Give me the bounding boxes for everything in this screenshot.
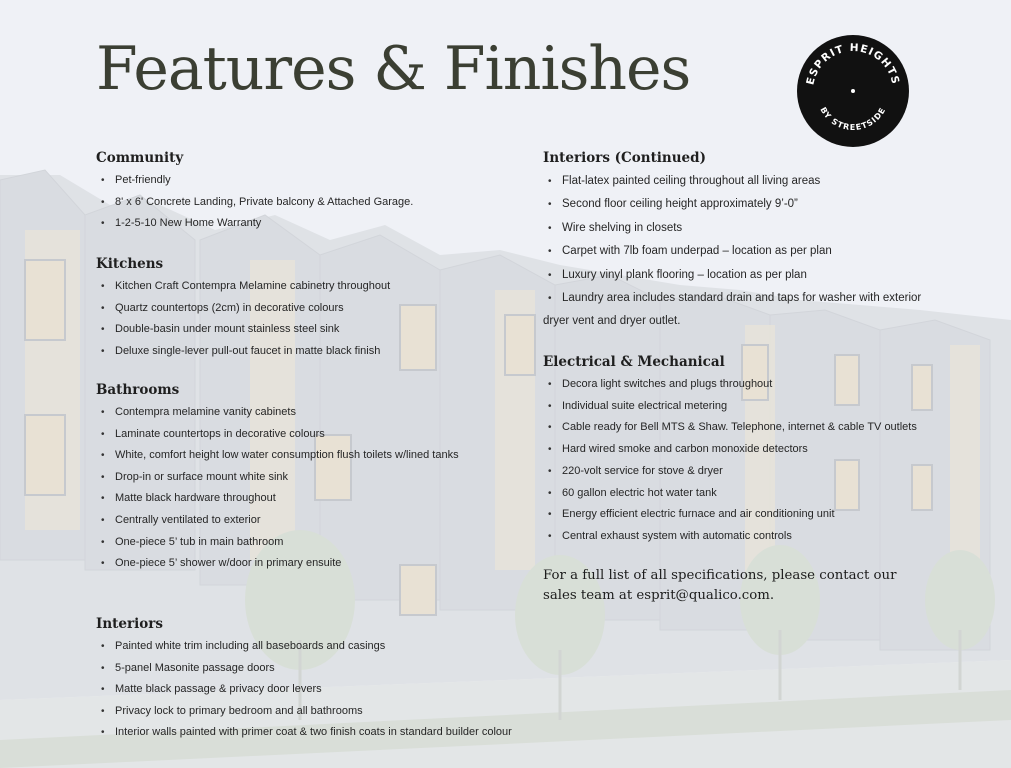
list-item: • 1-2-5-10 New Home Warranty bbox=[96, 213, 413, 235]
list-item: • Pet-friendly bbox=[96, 170, 413, 192]
community-list bbox=[96, 170, 413, 235]
interiors-heading: Interiors bbox=[96, 616, 163, 632]
kitchens-heading: Kitchens bbox=[96, 256, 164, 272]
list-item: • Cable ready for Bell MTS & Shaw. Telephone, internet & cable TV outlets bbox=[543, 417, 917, 439]
interiors-list bbox=[96, 636, 512, 744]
list-item: • Second floor ceiling height approximately 9’-0” bbox=[543, 193, 923, 216]
list-item: • 5-panel Masonite passage doors bbox=[96, 658, 512, 680]
list-item: • Kitchen Craft Contempra Melamine cabinetry throughout bbox=[96, 276, 390, 298]
list-item: • Interior walls painted with primer coat & two finish coats in standard builder colour bbox=[96, 722, 512, 744]
electrical-list bbox=[543, 374, 917, 548]
list-item: • Individual suite electrical metering bbox=[543, 396, 917, 418]
community-heading: Community bbox=[96, 150, 184, 166]
list-item: • Privacy lock to primary bedroom and all bathrooms bbox=[96, 701, 512, 723]
list-item: • Central exhaust system with automatic controls bbox=[543, 526, 917, 548]
list-item: • 60 gallon electric hot water tank bbox=[543, 483, 917, 505]
list-item: • Hard wired smoke and carbon monoxide detectors bbox=[543, 439, 917, 461]
interiors-continued-section bbox=[543, 150, 923, 333]
list-item: • Luxury vinyl plank flooring – location as per plan bbox=[543, 264, 923, 287]
list-item: • Matte black passage & privacy door levers bbox=[96, 679, 512, 701]
bathrooms-list bbox=[96, 402, 459, 575]
list-item: • 220-volt service for stove & dryer bbox=[543, 461, 917, 483]
list-item: • Wire shelving in closets bbox=[543, 217, 923, 240]
list-item: • Centrally ventilated to exterior bbox=[96, 510, 459, 532]
list-item: • Laundry area includes standard drain and taps for washer with exterior dryer vent and dryer outlet. bbox=[543, 287, 923, 333]
list-item: • One-piece 5’ shower w/door in primary ensuite bbox=[96, 553, 459, 575]
electrical-heading: Electrical & Mechanical bbox=[543, 354, 725, 370]
community-section bbox=[96, 150, 413, 235]
esprit-heights-logo bbox=[796, 34, 910, 148]
page-title: Features & Finishes bbox=[96, 34, 691, 104]
list-item: • Carpet with 7lb foam underpad – location as per plan bbox=[543, 240, 923, 263]
list-item: • Drop-in or surface mount white sink bbox=[96, 467, 459, 489]
list-item: • Double-basin under mount stainless steel sink bbox=[96, 319, 390, 341]
list-item: • Deluxe single-lever pull-out faucet in matte black finish bbox=[96, 341, 390, 363]
interiors-continued-list bbox=[543, 170, 923, 333]
logo-text-top: ESPRIT HEIGHTS bbox=[804, 41, 902, 87]
bathrooms-section bbox=[96, 382, 459, 575]
list-item: • Energy efficient electric furnace and air conditioning unit bbox=[543, 504, 917, 526]
list-item: • Painted white trim including all baseboards and casings bbox=[96, 636, 512, 658]
bathrooms-heading: Bathrooms bbox=[96, 382, 180, 398]
interiors-section bbox=[96, 616, 512, 744]
kitchens-list bbox=[96, 276, 390, 362]
list-item: • Laminate countertops in decorative colours bbox=[96, 424, 459, 446]
list-item: • Matte black hardware throughout bbox=[96, 488, 459, 510]
list-item: • One-piece 5’ tub in main bathroom bbox=[96, 532, 459, 554]
kitchens-section bbox=[96, 256, 390, 362]
list-item: • Decora light switches and plugs throughout bbox=[543, 374, 917, 396]
contact-note: For a full list of all specifications, please contact our sales team at esprit@qualico.com. bbox=[543, 568, 897, 603]
list-item: • Quartz countertops (2cm) in decorative colours bbox=[96, 298, 390, 320]
logo-text-bottom: BY STREETSIDE bbox=[818, 105, 888, 133]
interiors-continued-heading: Interiors (Continued) bbox=[543, 150, 706, 166]
list-item: • Flat-latex painted ceiling throughout all living areas bbox=[543, 170, 923, 193]
list-item: • Contempra melamine vanity cabinets bbox=[96, 402, 459, 424]
list-item: • 8' x 6' Concrete Landing, Private balcony & Attached Garage. bbox=[96, 192, 413, 214]
list-item: • White, comfort height low water consumption flush toilets w/lined tanks bbox=[96, 445, 459, 467]
electrical-mechanical-section bbox=[543, 354, 917, 548]
